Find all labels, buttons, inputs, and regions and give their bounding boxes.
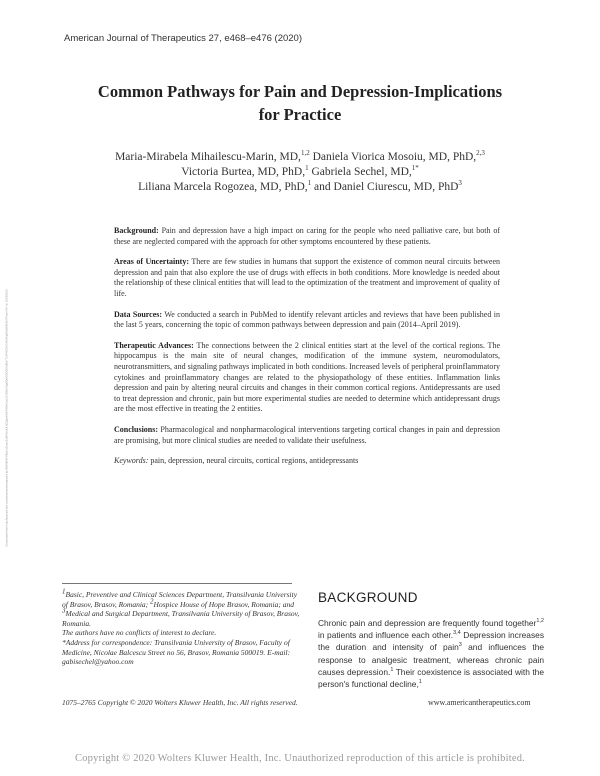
affil-sup: 1: [62, 587, 66, 596]
author-name: Liliana Marcela Rogozea, MD, PhD,: [138, 181, 308, 193]
author-name: Gabriela Sechel, MD,: [311, 166, 412, 178]
journal-header: American Journal of Therapeutics 27, e468–e476 (2020): [64, 33, 303, 44]
body-text: Depression increases the duration and intensity of pain: [318, 630, 545, 653]
background-paragraph: [318, 617, 544, 690]
citation: 3: [458, 642, 462, 649]
footnotes: [62, 587, 300, 667]
author-affil-sup: 3: [458, 179, 462, 188]
affiliation-1: Basic, Preventive and Clinical Sciences Department, Transilvania University of Brasov, Brasov, Romania;: [62, 590, 298, 609]
citation: 1: [390, 667, 394, 674]
abstract-text: The connections between the 2 clinical entities start at the level of the cortical regions. The hippocampus is the main site of neural changes, modification of the immune system, neuromodulators, neurotransmitters, and signaling pathways implicated in both conditions. Increased levels of peripheral proinflammatory cytokines and proinflammatory changes are related to the physiopathology of these entities. Inflammation links depression and pain by altering neural circuits and changes in their common cortical regions. Antidepressants are used to treat depression and chronic, pain but more experimental studies are needed to determine which antidepressant drugs are the most effective in treating the 2 entities.: [114, 340, 500, 414]
affiliation-3: Medical and Surgical Department, Transilvania University of Brasov, Brasov, Romania.: [62, 609, 300, 628]
citation: 3,4: [453, 630, 461, 637]
title-line-1: Common Pathways for Pain and Depression-Implications: [97, 82, 503, 101]
author-affil-sup: 1: [411, 164, 416, 173]
citation: 1,2: [536, 618, 544, 625]
abstract-label: Areas of Uncertainty:: [114, 257, 189, 267]
author-name: Maria-Mirabela Mihailescu-Marin, MD,: [115, 151, 301, 163]
affil-sup: 2: [150, 597, 154, 606]
body-text: Chronic pain and depression are frequently found together: [318, 618, 537, 628]
title-line-2: for Practice: [258, 105, 342, 124]
abstract-conclusions: [114, 425, 500, 446]
abstract-label: Data Sources:: [114, 309, 163, 319]
author-affil-sup: 1: [307, 179, 312, 188]
body-text: Their coexistence is associated with the person's functional decline,: [318, 666, 544, 690]
correspondence-note: *Address for correspondence: Transilvania University of Brasov, Faculty of Medicine, Nicolae Balcescu Street no 56, Brasov, Romania 500019. E-mail: gabisechel@yahoo.com: [62, 637, 291, 667]
abstract-text: Pharmacological and nonpharmacological interventions targeting cortical changes in pain and depression are promising, but more clinical studies are needed to validate their usefulness.: [114, 424, 501, 445]
keywords-text: pain, depression, neural circuits, cortical regions, antidepressants: [150, 456, 359, 466]
abstract-advances: [114, 341, 500, 415]
abstract-keywords: [114, 456, 500, 467]
keywords-label: Keywords:: [114, 456, 149, 466]
affiliations: [62, 587, 300, 628]
section-heading-background: BACKGROUND: [318, 590, 418, 605]
body-text: in patients and influence each other.: [318, 630, 454, 641]
abstract: [114, 226, 500, 477]
author-affil-sup: 1,2: [300, 149, 310, 158]
abstract-uncertainty: [114, 257, 500, 299]
body-text: and influences the response to analgesic treatment, whereas chronic pain causes depression.: [318, 642, 545, 677]
abstract-text: We conducted a search in PubMed to identify relevant articles and reviews that have been published in the last 5 years, concerning the topic of common pathways between depression and pain (2014–April 2019).: [114, 309, 501, 330]
author-line-3: [40, 180, 560, 195]
conflicts-note: The authors have no conflicts of interest to declare.: [62, 628, 217, 638]
abstract-label: Conclusions:: [114, 424, 159, 434]
affil-sup: 3: [62, 606, 66, 615]
author-name: and Daniel Ciurescu, MD, PhD: [314, 181, 459, 193]
issn-copyright: 1075–2765 Copyright © 2020 Wolters Kluwer Health, Inc. All rights reserved.: [62, 698, 298, 707]
author-line-1: [40, 150, 560, 165]
journal-website-link[interactable]: www.americantherapeutics.com: [428, 698, 531, 707]
article-title: [40, 80, 560, 126]
abstract-label: Background:: [114, 226, 159, 235]
author-list: [40, 150, 560, 195]
author-name: Victoria Burtea, MD, PhD,: [181, 166, 306, 178]
author-line-2: [40, 165, 560, 180]
author-affil-sup: 2,3: [476, 149, 485, 158]
author-affil-sup: 1: [305, 164, 309, 173]
corresponding-marker: *: [415, 164, 419, 173]
affiliation-2: Hospice House of Hope Brasov, Romania; and: [153, 599, 295, 609]
abstract-label: Therapeutic Advances:: [114, 340, 194, 350]
footnote-divider: [62, 583, 292, 584]
abstract-sources: [114, 310, 500, 331]
citation: 1: [418, 679, 422, 686]
author-name: Daniela Viorica Mosoiu, MD, PhD,: [312, 151, 477, 163]
abstract-text: Pain and depression have a high impact on caring for the people who need palliative care, but both of these are neglected compared with the approach for other symptoms encountered by these patients.: [114, 226, 500, 246]
copyright-notice: Copyright © 2020 Wolters Kluwer Health, Inc. Unauthorized reproduction of this article is prohibited.: [75, 753, 525, 764]
abstract-background: [114, 226, 500, 247]
abstract-text: There are few studies in humans that support the existence of common neural circuits between depression and pain that also explore the use of drugs with effects in both conditions. More knowledge is needed about the relationship of these clinical entities that will lead to the optimization of the treatment and improvement of quality of life.: [114, 257, 500, 298]
download-watermark: Downloaded from http://journals.lww.com/americantherapeutics by BhDMf5ePHKav1zEoum1tQfN4a+kJLhEZgbsIHo4XMi0hCywCX1AWnYQp/IlQrHD3i3D0OdRyi7TvSFl4Cf3VC4/OAVpDDa8KKGKV0Ymy+78= on 10/25/2023: [5, 289, 9, 547]
